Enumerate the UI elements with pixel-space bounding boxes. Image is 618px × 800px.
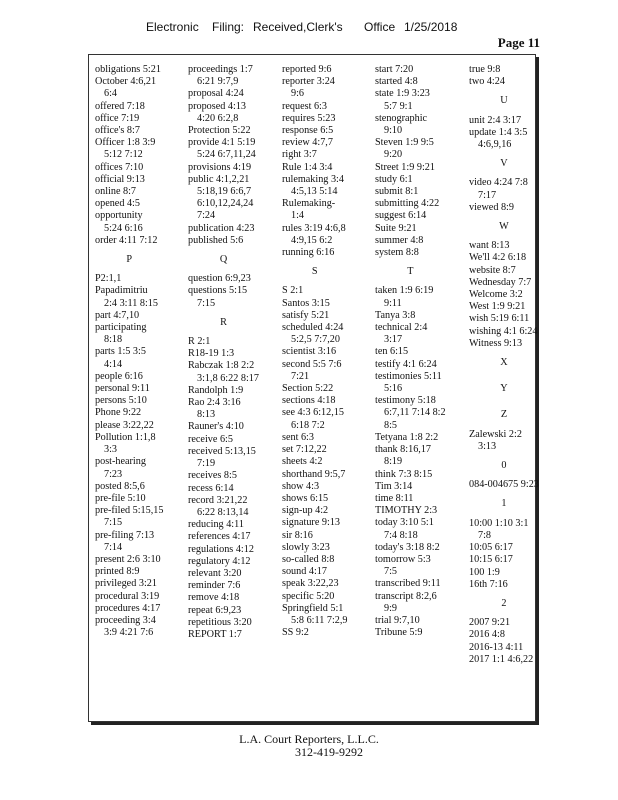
index-entry: TIMOTHY 2:3 [375, 505, 438, 517]
index-entry: pre-file 5:10 [95, 492, 146, 504]
index-entry-continuation: 5:16 [384, 383, 403, 395]
index-entry: proceeding 3:4 [95, 614, 156, 626]
section-letter: Z [500, 409, 508, 421]
index-entry: part 4:7,10 [95, 309, 140, 321]
section-letter: T [407, 266, 414, 278]
index-entry: Phone 9:22 [95, 407, 142, 419]
index-entry: trial 9:7,10 [375, 614, 420, 626]
index-entry: obligations 5:21 [95, 64, 161, 75]
index-entry: testify 4:1 6:24 [375, 358, 437, 370]
index-entry-continuation: 9:9 [384, 602, 398, 614]
index-entry: sound 4:17 [282, 566, 327, 578]
index-entry: true 9:8 [469, 64, 501, 75]
index-entry: scientist 3:16 [282, 346, 337, 358]
index-entry: Welcome 3:2 [469, 289, 523, 301]
index-entry: publication 4:23 [188, 222, 255, 234]
index-entry-continuation: 9:6 [291, 88, 305, 100]
index-entry: start 7:20 [375, 64, 414, 75]
index-entry-continuation: 6:10,12,24,24 [197, 198, 254, 210]
index-entry: Tim 3:14 [375, 480, 413, 492]
index-entry: S 2:1 [282, 285, 304, 297]
section-letter: 0 [501, 460, 507, 472]
index-entry: scheduled 4:24 [282, 322, 344, 334]
index-entry: regulatory 4:12 [188, 555, 251, 567]
index-entry: slowly 3:23 [282, 541, 330, 553]
index-entry: regulations 4:12 [188, 543, 254, 555]
index-entry: provisions 4:19 [188, 161, 252, 173]
index-entry: transcript 8:2,6 [375, 590, 437, 602]
index-entry: question 6:9,23 [188, 273, 251, 285]
index-entry: Officer 1:8 3:9 [95, 137, 156, 149]
section-letter: R [220, 316, 227, 328]
index-entry-continuation: 7:19 [197, 458, 216, 470]
index-entry: received 5:13,15 [188, 445, 256, 457]
index-entry-continuation: 5:18,19 6:6,7 [197, 186, 252, 198]
footer [0, 733, 618, 758]
index-entry: so-called 8:8 [282, 553, 335, 565]
index-entry: 2016-13 4:11 [469, 641, 524, 653]
header-received: Received,Clerk's [253, 20, 343, 34]
header-electronic: Electronic [146, 20, 199, 34]
index-entry-continuation: 2:4 3:11 8:15 [104, 297, 158, 309]
index-entry-continuation: 3:9 4:21 7:6 [104, 627, 154, 639]
index-entry: signature 9:13 [282, 517, 341, 529]
index-entry: sheets 4:2 [282, 456, 323, 468]
index-entry: running 6:16 [282, 247, 335, 259]
index-entry-continuation: 5:12 7:12 [104, 149, 143, 161]
index-entry-continuation: 6:21 9:7,9 [197, 76, 239, 88]
index-entry: see 4:3 6:12,15 [282, 407, 344, 419]
index-entry: transcribed 9:11 [375, 578, 441, 590]
index-entry: office's 8:7 [95, 125, 140, 137]
index-entry: Rao 2:4 3:16 [188, 397, 241, 409]
index-entry: Rauner's 4:10 [188, 421, 244, 433]
index-entry: posted 8:5,6 [95, 480, 145, 492]
index-entry: wishing 4:1 6:24 [469, 325, 538, 337]
index-entry: Protection 5:22 [188, 125, 251, 137]
index-entry: 100 1:9 [469, 566, 500, 578]
index-entry: sections 4:18 [282, 395, 336, 407]
index-entry-continuation: 7:21 [291, 370, 310, 382]
index-entry: system 8:8 [375, 247, 419, 259]
index-entry: sign-up 4:2 [282, 505, 329, 517]
index-entry: specific 5:20 [282, 590, 335, 602]
index-entry: summer 4:8 [375, 234, 424, 246]
section-letter: Q [219, 254, 228, 266]
index-entry: relevant 3:20 [188, 567, 242, 579]
section-letter: U [500, 95, 508, 107]
index-entry: pre-filing 7:13 [95, 529, 155, 541]
index-entry: think 7:3 8:15 [375, 468, 433, 480]
index-entry: Pollution 1:1,8 [95, 431, 156, 443]
section-letter: X [500, 357, 508, 369]
index-entry: West 1:9 9:21 [469, 301, 526, 313]
index-frame [88, 54, 539, 722]
index-entry-continuation: 4:20 6:2,8 [197, 112, 239, 124]
index-entry-continuation: 6:4 [104, 88, 118, 100]
index-entry: online 8:7 [95, 186, 137, 198]
index-entry-continuation: 6:22 8:13,14 [197, 506, 249, 518]
index-entry: started 4:8 [375, 76, 418, 88]
index-entry: response 6:5 [282, 125, 334, 137]
index-entry: October 4:6,21 [95, 76, 157, 88]
index-entry: taken 1:9 6:19 [375, 285, 434, 297]
index-entry-continuation: 9:11 [384, 297, 402, 309]
index-entry: Rabczak 1:8 2:2 [188, 360, 255, 372]
index-entry: 10:05 6:17 [469, 542, 513, 554]
header-date: 1/25/2018 [404, 20, 458, 34]
index-entry: thank 8:16,17 [375, 444, 432, 456]
index-entry-continuation: 3:3 [104, 444, 118, 456]
index-entry: Tetyana 1:8 2:2 [375, 431, 439, 443]
header-office: Office [364, 20, 396, 34]
index-entry: 10:00 1:10 3:1 [469, 517, 529, 529]
index-entry: We'll 4:2 6:18 [469, 252, 527, 264]
index-entry: proposal 4:24 [188, 88, 244, 100]
index-entry: persons 5:10 [95, 395, 147, 407]
index-column-5 [469, 64, 539, 666]
index-entry-continuation: 7:23 [104, 468, 123, 480]
index-entry: official 9:13 [95, 173, 145, 185]
index-entry: printed 8:9 [95, 566, 140, 578]
index-entry: Zalewski 2:2 [469, 428, 522, 440]
index-entry: show 4:3 [282, 480, 320, 492]
index-entry-continuation: 9:10 [384, 125, 403, 137]
index-entry: reducing 4:11 [188, 519, 244, 531]
index-entry-continuation: 4:9,15 6:2 [291, 234, 333, 246]
index-entry: set 7:12,22 [282, 444, 327, 456]
section-letter: P [126, 254, 133, 266]
index-entry: Steven 1:9 9:5 [375, 137, 434, 149]
footer-company: L.A. Court Reporters, L.L.C. [239, 732, 379, 746]
index-entry: 084-004675 9:23 [469, 479, 539, 491]
index-entry: website 8:7 [469, 264, 516, 276]
section-letter: Y [500, 383, 508, 395]
index-entry-continuation: 8:13 [197, 409, 216, 421]
index-entry: proceedings 1:7 [188, 64, 253, 75]
index-entry-continuation: 8:18 [104, 334, 123, 346]
index-entry-continuation: 7:15 [197, 297, 216, 309]
index-entry: participating [95, 322, 147, 334]
index-entry-continuation: 5:24 6:16 [104, 222, 143, 234]
index-entry: provide 4:1 5:19 [188, 137, 256, 149]
index-entry: parts 1:5 3:5 [95, 346, 146, 358]
index-entry: sir 8:16 [282, 529, 313, 541]
index-entry: review 4:7,7 [282, 137, 333, 149]
index-entry: viewed 8:9 [469, 201, 514, 213]
index-entry: shorthand 9:5,7 [282, 468, 346, 480]
index-entry: Witness 9:13 [469, 337, 523, 349]
index-entry: ten 6:15 [375, 346, 409, 358]
index-entry-continuation: 3:17 [384, 334, 403, 346]
index-entry: R18-19 1:3 [188, 348, 235, 360]
index-entry: testimony 5:18 [375, 395, 436, 407]
index-entry: stenographic [375, 112, 428, 124]
index-entry: references 4:17 [188, 531, 251, 543]
index-entry-continuation: 5:2,5 7:7,20 [291, 334, 340, 346]
index-entry-continuation: 6:18 7:2 [291, 419, 325, 431]
index-entry: right 3:7 [282, 149, 317, 161]
index-entry: Tanya 3:8 [375, 309, 416, 321]
index-entry: offices 7:10 [95, 161, 144, 173]
index-entry: opened 4:5 [95, 198, 140, 210]
index-entry: public 4:1,2,21 [188, 173, 250, 185]
index-entry: testimonies 5:11 [375, 370, 442, 382]
index-entry: post-hearing [95, 456, 146, 468]
index-entry: record 3:21,22 [188, 494, 248, 506]
index-entry: repeat 6:9,23 [188, 604, 242, 616]
index-entry: second 5:5 7:6 [282, 358, 342, 370]
section-letter: W [499, 221, 509, 233]
index-entry: 2007 9:21 [469, 617, 511, 629]
index-entry: technical 2:4 [375, 322, 428, 334]
index-entry: Street 1:9 9:21 [375, 161, 435, 173]
index-entry: 16th 7:16 [469, 578, 508, 590]
index-entry: REPORT 1:7 [188, 628, 242, 640]
index-entry: Randolph 1:9 [188, 384, 244, 396]
index-entry: R 2:1 [188, 336, 211, 348]
index-entry: rules 3:19 4:6,8 [282, 222, 346, 234]
index-entry: want 8:13 [469, 240, 510, 252]
header-filing: Filing: [212, 20, 245, 34]
index-entry: please 3:22,22 [95, 419, 154, 431]
index-entry: speak 3:22,23 [282, 578, 339, 590]
index-entry-continuation: 4:6,9,16 [478, 139, 512, 151]
index-column-3 [282, 64, 348, 639]
index-entry: present 2:6 3:10 [95, 553, 161, 565]
index-entry-continuation: 7:17 [478, 189, 497, 201]
page-number: Page 11 [497, 35, 540, 50]
index-entry: submitting 4:22 [375, 198, 440, 210]
index-entry-continuation: 5:8 6:11 7:2,9 [291, 614, 348, 626]
index-entry-continuation: 8:19 [384, 456, 403, 468]
index-entry: satisfy 5:21 [282, 309, 330, 321]
index-entry: Suite 9:21 [375, 222, 417, 234]
index-entry: repetitious 3:20 [188, 616, 252, 628]
index-entry: recess 6:14 [188, 482, 234, 494]
index-entry: state 1:9 3:23 [375, 88, 430, 100]
index-entry: today's 3:18 8:2 [375, 541, 440, 553]
index-entry: 2016 4:8 [469, 629, 505, 641]
index-entry: order 4:11 7:12 [95, 234, 158, 246]
index-entry: proposed 4:13 [188, 100, 247, 112]
index-entry: unit 2:4 3:17 [469, 114, 522, 126]
index-entry: reminder 7:6 [188, 580, 241, 592]
section-letter: 2 [501, 597, 507, 609]
index-entry: P2:1,1 [95, 273, 122, 285]
index-entry-continuation: 5:7 9:1 [384, 100, 413, 112]
section-letter: S [311, 266, 318, 278]
index-entry: request 6:3 [282, 100, 327, 112]
index-entry: published 5:6 [188, 234, 244, 246]
index-column-2 [188, 64, 259, 641]
index-entry: reporter 3:24 [282, 76, 335, 88]
index-entry: requires 5:23 [282, 112, 336, 124]
index-entry-continuation: 7:24 [197, 210, 216, 222]
index-entry: opportunity [95, 210, 143, 222]
section-letter: 1 [501, 498, 507, 510]
index-entry: tomorrow 5:3 [375, 553, 431, 565]
index-entry-continuation: 3:13 [478, 440, 497, 452]
index-entry: SS 9:2 [282, 627, 309, 639]
index-entry: Papadimitriu [95, 285, 148, 297]
index-entry: Section 5:22 [282, 383, 334, 395]
index-entry-continuation: 7:8 [478, 529, 492, 541]
section-letter: V [500, 158, 508, 170]
index-entry-continuation: 7:5 [384, 566, 398, 578]
index-entry: two 4:24 [469, 76, 505, 88]
index-entry: reported 9:6 [282, 64, 332, 75]
index-entry: procedures 4:17 [95, 602, 161, 614]
index-entry: Rule 1:4 3:4 [282, 161, 333, 173]
index-entry: remove 4:18 [188, 592, 240, 604]
index-entry: pre-filed 5:15,15 [95, 505, 164, 517]
index-entry: update 1:4 3:5 [469, 126, 528, 138]
index-entry-continuation: 9:20 [384, 149, 403, 161]
index-entry: Santos 3:15 [282, 297, 330, 309]
index-entry: personal 9:11 [95, 383, 150, 395]
index-entry-continuation: 7:15 [104, 517, 123, 529]
index-entry: video 4:24 7:8 [469, 177, 528, 189]
index-column-4 [375, 64, 446, 639]
index-entry-continuation: 6:7,11 7:14 8:2 [384, 407, 446, 419]
index-entry-continuation: 8:5 [384, 419, 398, 431]
index-entry: privileged 3:21 [95, 578, 157, 590]
index-entry: wish 5:19 6:11 [469, 313, 530, 325]
index-entry-continuation: 4:14 [104, 358, 123, 370]
index-entry: questions 5:15 [188, 285, 248, 297]
index-entry: study 6:1 [375, 173, 413, 185]
index-entry: today 3:10 5:1 [375, 517, 434, 529]
index-entry-continuation: 5:24 6:7,11,24 [197, 149, 256, 161]
index-entry: receive 6:5 [188, 433, 233, 445]
index-entry: offered 7:18 [95, 100, 145, 112]
index-entry-continuation: 7:14 [104, 541, 123, 553]
index-entry: suggest 6:14 [375, 210, 427, 222]
index-entry-continuation: 4:5,13 5:14 [291, 186, 338, 198]
index-entry-continuation: 7:4 8:18 [384, 529, 418, 541]
index-entry: Rulemaking- [282, 198, 336, 210]
index-entry: shows 6:15 [282, 492, 329, 504]
index-entry: time 8:11 [375, 492, 414, 504]
index-entry: office 7:19 [95, 112, 140, 124]
index-entry: 2017 1:1 4:6,22 [469, 653, 534, 665]
index-entry-continuation: 3:1,8 6:22 8:17 [197, 372, 259, 384]
index-entry: Wednesday 7:7 [469, 276, 532, 288]
index-entry: people 6:16 [95, 370, 143, 382]
index-entry: receives 8:5 [188, 470, 237, 482]
index-entry: procedural 3:19 [95, 590, 160, 602]
index-entry: Tribune 5:9 [375, 627, 423, 639]
index-entry: submit 8:1 [375, 186, 419, 198]
index-column-1 [95, 64, 163, 639]
footer-phone: 312-419-9292 [295, 744, 363, 759]
index-entry: sent 6:3 [282, 431, 314, 443]
index-entry-continuation: 1:4 [291, 210, 305, 222]
index-entry: Springfield 5:1 [282, 602, 344, 614]
index-entry: rulemaking 3:4 [282, 173, 344, 185]
index-entry: 10:15 6:17 [469, 554, 513, 566]
